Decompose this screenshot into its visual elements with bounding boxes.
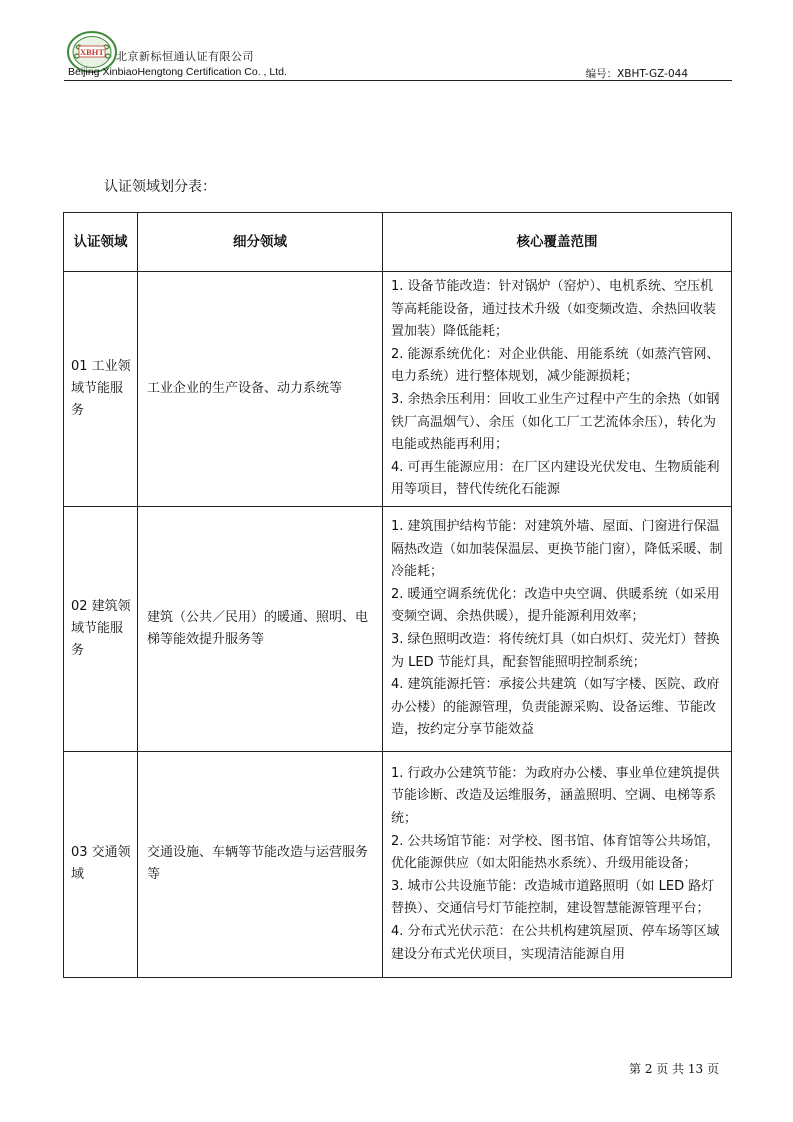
coverage-item: 4. 分布式光伏示范：在公共机构建筑屋顶、停车场等区域建设分布式光伏项目，实现清洁能源自用	[391, 923, 720, 962]
coverage-item: 1. 建筑围护结构节能：对建筑外墙、屋面、门窗进行保温隔热改造（如加装保温层、更换节能门窗），降低采暖、制冷能耗；	[391, 518, 723, 580]
coverage-item: 4. 可再生能源应用：在厂区内建设光伏发电、生物质能利用等项目，替代传统化石能源	[391, 459, 720, 498]
coverage-cell	[383, 506, 732, 751]
coverage-cell	[383, 272, 732, 507]
coverage-cell	[383, 751, 732, 977]
table-row	[64, 506, 732, 751]
coverage-item: 3. 余热余压利用：回收工业生产过程中产生的余热（如钢铁厂高温烟气）、余压（如化工厂工艺流体余压），转化为电能或热能再利用；	[391, 391, 720, 453]
table-caption: 认证领域划分表：	[104, 179, 216, 195]
certification-scope-table	[63, 212, 732, 978]
coverage-item: 3. 城市公共设施节能：改造城市道路照明（如 LED 路灯替换）、交通信号灯节能控制，建设智慧能源管理平台；	[391, 878, 715, 917]
page-header	[64, 30, 732, 80]
logo-text: XBHT	[79, 47, 105, 57]
document-number: 编号：XBHT-GZ-044	[585, 68, 688, 80]
company-name-en: Beijing XinbiaoHengtong Certification Co. , Ltd.	[68, 66, 287, 78]
subdomain-cell: 建筑（公共／民用）的暖通、照明、电梯等能效提升服务等	[138, 506, 383, 751]
coverage-item: 1. 行政办公建筑节能：为政府办公楼、事业单位建筑提供节能诊断、改造及运维服务，涵盖照明、空调、电梯等系统；	[391, 765, 720, 826]
subdomain-cell: 工业企业的生产设备、动力系统等	[138, 272, 383, 507]
coverage-item: 3. 绿色照明改造：将传统灯具（如白炽灯、荧光灯）替换为 LED 节能灯具，配套智能照明控制系统；	[391, 631, 720, 670]
header-subdomain: 细分领域	[138, 213, 383, 272]
company-name-cn: 北京新标恒通认证有限公司	[116, 50, 254, 63]
header-domain: 认证领域	[64, 213, 138, 272]
coverage-item: 2. 能源系统优化：对企业供能、用能系统（如蒸汽管网、电力系统）进行整体规划，减少能源损耗；	[391, 346, 720, 385]
coverage-item: 1. 设备节能改造：针对锅炉（窑炉）、电机系统、空压机等高耗能设备，通过技术升级（如变频改造、余热回收装置加装）降低能耗；	[391, 279, 717, 340]
header-coverage: 核心覆盖范围	[383, 213, 732, 272]
table-row	[64, 751, 732, 977]
coverage-item: 2. 暖通空调系统优化：改造中央空调、供暖系统（如采用变频空调、余热供暖），提升能源利用效率；	[391, 586, 720, 625]
table-row	[64, 272, 732, 507]
header-divider	[64, 80, 732, 81]
coverage-item: 2. 公共场馆节能：对学校、图书馆、体育馆等公共场馆，优化能源供应（如太阳能热水系统）、升级用能设备；	[391, 833, 720, 872]
subdomain-cell: 交通设施、车辆等节能改造与运营服务等	[138, 751, 383, 977]
domain-cell: 01 工业领域节能服务	[64, 272, 138, 507]
domain-cell: 03 交通领域	[64, 751, 138, 977]
domain-cell: 02 建筑领域节能服务	[64, 506, 138, 751]
coverage-item: 4. 建筑能源托管：承接公共建筑（如写字楼、医院、政府办公楼）的能源管理，负责能源采购、设备运维、节能改造，按约定分享节能效益	[391, 677, 720, 738]
table-header-row	[64, 213, 732, 272]
page-footer: 第 2 页 共 13 页	[629, 1062, 719, 1076]
